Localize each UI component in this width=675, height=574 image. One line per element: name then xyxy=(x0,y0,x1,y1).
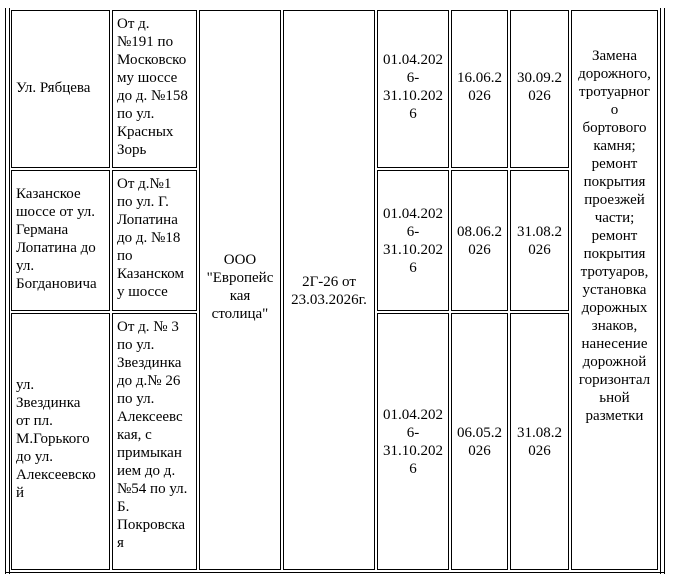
section-description: От д. №191 по Московско му шоссе до д. №158 по ул. Красных Зорь xyxy=(117,16,188,158)
table-right-border xyxy=(660,8,661,574)
contract-cell xyxy=(283,10,375,570)
table-row-1-period-cell xyxy=(377,10,449,168)
table-row-1-section-cell xyxy=(112,10,197,168)
start-date: 16.06.2 026 xyxy=(457,70,502,104)
table-row-3-street-cell xyxy=(11,313,110,570)
works-cell xyxy=(571,10,658,570)
contractor-cell xyxy=(199,10,281,570)
table-left-border xyxy=(5,8,6,574)
contract-number: 2Г-26 от 23.03.2026г. xyxy=(291,274,367,308)
end-date: 30.09.2 026 xyxy=(517,70,562,104)
table-row-2-end-cell xyxy=(510,170,569,311)
table-row-3-section-cell xyxy=(112,313,197,570)
table-row-1-street-cell xyxy=(11,10,110,168)
start-date: 08.06.2 026 xyxy=(457,224,502,258)
street-name: Ул. Рябцева xyxy=(16,80,91,96)
table-row-2-start-cell xyxy=(451,170,508,311)
contractor-name: ООО "Европейс кая столица" xyxy=(206,252,274,322)
end-date: 31.08.2 026 xyxy=(517,425,562,459)
table-row-1-start-cell xyxy=(451,10,508,168)
works-description: Замена дорожного, тротуарног о бортового камня; ремонт покрытия проезжей части; ремонт покрытия тротуаров, установка дорожных знаков, нанесение дорожной горизонтал ьной разметки xyxy=(578,48,651,424)
work-period: 01.04.202 6- 31.10.202 6 xyxy=(383,52,443,122)
table-row-3-end-cell xyxy=(510,313,569,570)
table-bottom-border xyxy=(5,572,665,573)
table-row-3-start-cell xyxy=(451,313,508,570)
section-description: От д.№1 по ул. Г. Лопатина до д. №18 по Казанском у шоссе xyxy=(117,176,184,300)
end-date: 31.08.2 026 xyxy=(517,224,562,258)
table-left-border-inner xyxy=(9,8,10,574)
street-name: ул. Звездинка от пл. М.Горького до ул. Алексеевско й xyxy=(16,377,96,501)
street-name: Казанское шоссе от ул. Германа Лопатина до ул. Богдановича xyxy=(16,186,97,292)
table-right-border-inner xyxy=(664,8,665,574)
table-row-2-period-cell xyxy=(377,170,449,311)
work-period: 01.04.202 6- 31.10.202 6 xyxy=(383,407,443,477)
table-row-1-end-cell xyxy=(510,10,569,168)
table-row-2-street-cell xyxy=(11,170,110,311)
section-description: От д. № 3 по ул. Звездинка до д.№ 26 по ул. Алексеевс кая, с примыкан ием до д. №54 по ул. Б. Покровска я xyxy=(117,319,188,551)
work-period: 01.04.202 6- 31.10.202 6 xyxy=(383,206,443,276)
table-row-2-section-cell xyxy=(112,170,197,311)
start-date: 06.05.2 026 xyxy=(457,425,502,459)
table-row-3-period-cell xyxy=(377,313,449,570)
